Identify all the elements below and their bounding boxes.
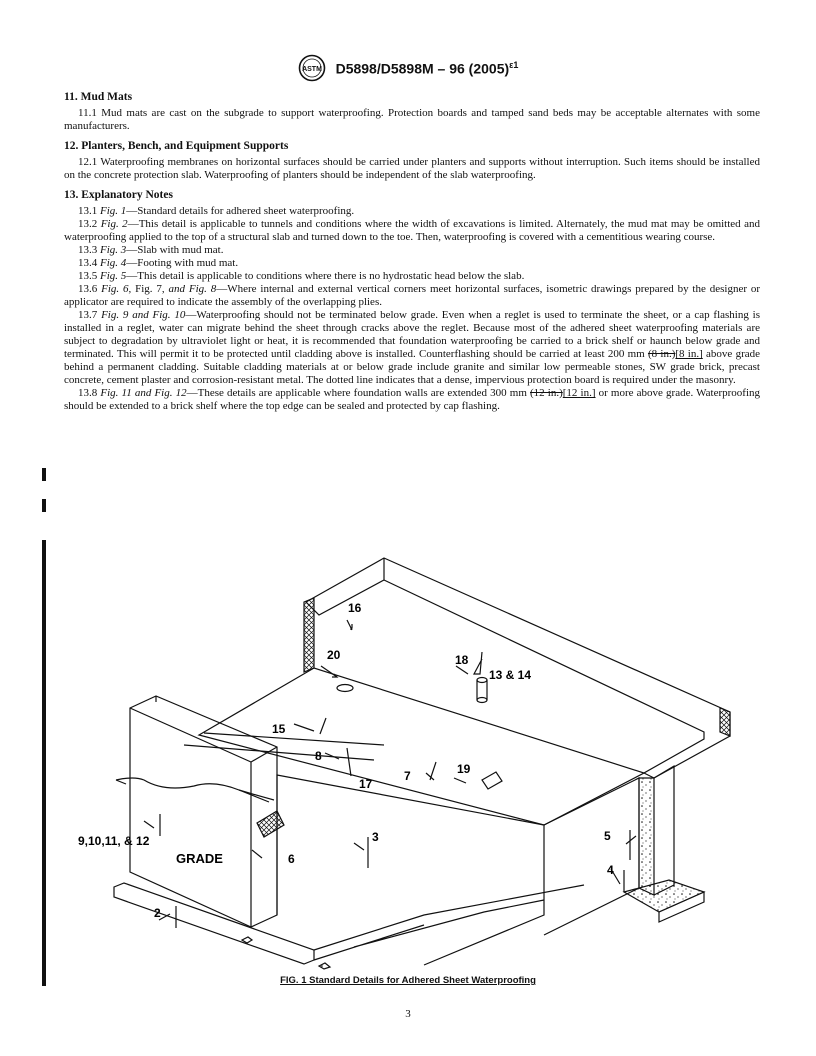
callout-label: 19 bbox=[457, 762, 471, 776]
paragraph: 13.5 Fig. 5—This detail is applicable to conditions where there is no hydrostatic head below the slab. bbox=[78, 270, 525, 282]
callout-label: 8 bbox=[315, 749, 322, 763]
page-number: 3 bbox=[405, 1008, 411, 1020]
revision-bar bbox=[42, 499, 46, 512]
deleted-text: (8 in.) bbox=[647, 348, 676, 360]
callout-label: 17 bbox=[359, 777, 373, 791]
paragraph: 13.7 Fig. 9 and Fig. 10—Waterproofing should not be terminated below grade. Even when a reglet is used to terminate the sheet, or a cap flashing is installed in a reglet, water can migrate behind the sheet through cracks above the reglet. Because most of the adhered sheet waterproofing materials are subject to degradation by ultraviolet light or heat, it is recommended that foundation waterproofing be carried to a brick shelf or haunch below grade and terminated. This will permit it to be protected until cladding above is installed. Counterflashing should be carried at least 200 mm (8 in.)[8 in.] above grade behind a permanent cladding. Suitable cladding materials at or below grade include granite and similar low permeable stones, SW grade brick, precast concrete, cement plaster and corrosion-resistant metal. The dotted line indicates that a dense, impervious protection board is required under the masonry. bbox=[64, 309, 760, 386]
document-body bbox=[64, 84, 760, 413]
callout-label: 15 bbox=[272, 722, 286, 736]
figure-1-drawing bbox=[64, 540, 760, 970]
callout-label: 18 bbox=[455, 653, 469, 667]
grade-label: GRADE bbox=[176, 851, 223, 866]
paragraph: 13.3 Fig. 3—Slab with mud mat. bbox=[78, 244, 224, 256]
callout-label: 16 bbox=[348, 601, 362, 615]
section-heading: 13. Explanatory Notes bbox=[64, 189, 173, 201]
callout-label: 13 & 14 bbox=[489, 668, 532, 682]
figure-caption: FIG. 1 Standard Details for Adhered Sheet Waterproofing bbox=[280, 975, 536, 986]
callout-label: 3 bbox=[372, 830, 379, 844]
callout-label: 7 bbox=[404, 769, 411, 783]
callout-label: 9,10,11, & 12 bbox=[78, 834, 150, 848]
paragraph: 11.1 Mud mats are cast on the subgrade to support waterproofing. Protection boards and tamped sand beds may be acceptable alternates with some manufacturers. bbox=[64, 107, 760, 132]
drawing-linework bbox=[114, 558, 730, 969]
inserted-text: [12 in.] bbox=[562, 387, 596, 399]
paragraph: 13.6 Fig. 6, Fig. 7, and Fig. 8—Where internal and external vertical corners meet horizontal surfaces, isometric drawings prepared by the designer or applicator are required to indicate the assembly of the overlapping plies. bbox=[64, 283, 761, 308]
revision-bar bbox=[42, 468, 46, 481]
paragraph: 12.1 Waterproofing membranes on horizontal surfaces should be carried under planters and supports without interruption. Such items should be installed on the concrete protection slab. Waterproofing of planters should be independent of the slab waterproofing. bbox=[64, 156, 760, 181]
revision-bar bbox=[42, 540, 46, 986]
section-heading: 11. Mud Mats bbox=[64, 91, 133, 103]
callout-label: 6 bbox=[288, 852, 295, 866]
paragraph: 13.1 Fig. 1—Standard details for adhered sheet waterproofing. bbox=[78, 205, 355, 217]
section-heading: 12. Planters, Bench, and Equipment Supports bbox=[64, 140, 289, 152]
isometric-waterproofing-drawing bbox=[64, 540, 760, 970]
callout-label: 4 bbox=[607, 863, 614, 877]
document-header bbox=[0, 54, 816, 82]
edition-superscript: ε1 bbox=[509, 59, 519, 70]
paragraph: 13.4 Fig. 4—Footing with mud mat. bbox=[78, 257, 239, 269]
inserted-text: [8 in.] bbox=[675, 348, 703, 360]
callout-label: 5 bbox=[604, 829, 611, 843]
paragraph: 13.2 Fig. 2—This detail is applicable to tunnels and conditions where the width of excavations is limited. Alternately, the mud mat may be omitted and waterproofing applied to the top of a structural slab and turned down to the toe. Then, waterproofing is covered with a cementitious wearing course. bbox=[64, 218, 761, 243]
callout-label: 2 bbox=[154, 906, 161, 920]
astm-logo-icon bbox=[298, 54, 326, 82]
callout-label: 20 bbox=[327, 648, 341, 662]
svg-text:ASTM: ASTM bbox=[301, 66, 322, 73]
paragraph: 13.8 Fig. 11 and Fig. 12—These details are applicable where foundation walls are extended 300 mm (12 in.)[12 in.] or more above grade. Waterproofing should be extended to a brick shelf where the top edge can be sealed and protected by cap flashing. bbox=[64, 387, 761, 412]
deleted-text: (12 in.) bbox=[530, 387, 563, 399]
standard-designation: D5898/D5898M – 96 $(2005)^{\varepsilon 1}$ bbox=[335, 59, 519, 77]
